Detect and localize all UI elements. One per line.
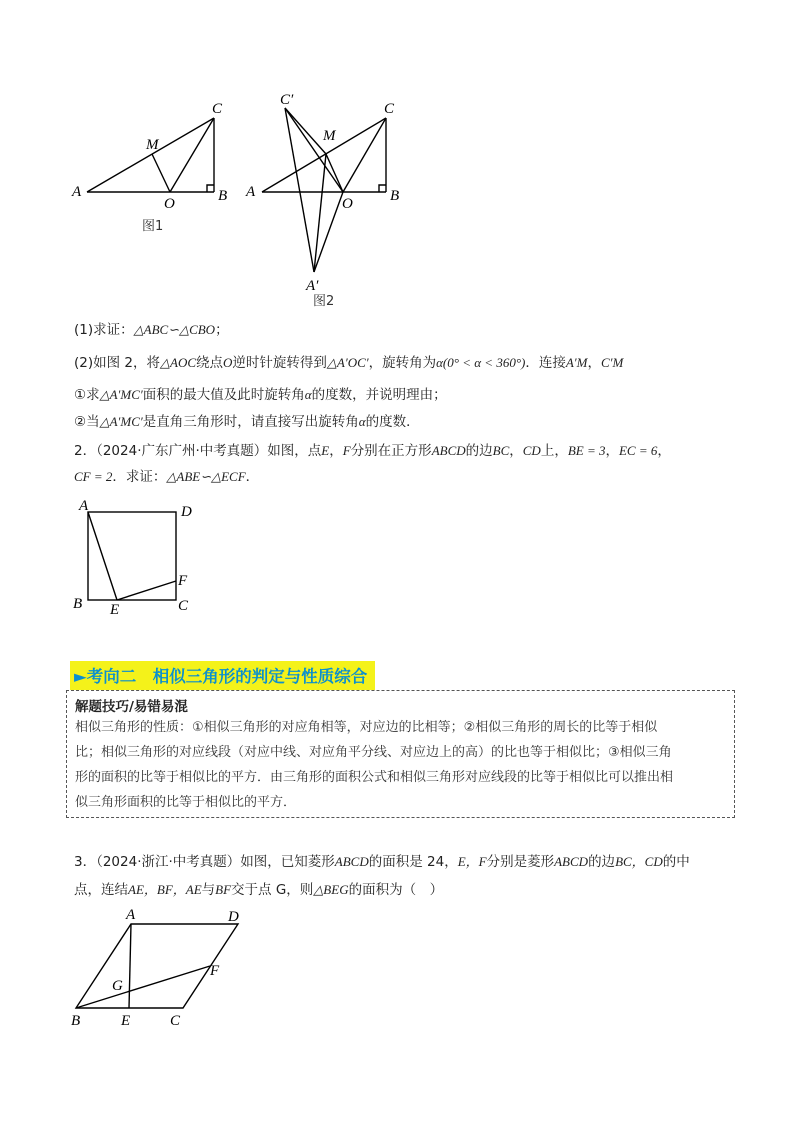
q1-part2-math4: α(0° < α < 360°) (436, 355, 526, 370)
q2-math-ABCD: ABCD (431, 443, 466, 458)
q3-line1-a: 3．（2024·浙江·中考真题）如图，已知菱形 (74, 854, 335, 870)
q3-math-ABCD: ABCD (334, 854, 369, 869)
rhombus-label-E: E (121, 1013, 131, 1029)
fig1-label-C: C (212, 101, 223, 117)
fig2-label-A: A (246, 184, 256, 200)
q2-math-sim: △ABE∽△ECF (166, 469, 246, 484)
rhombus-segment-AE (129, 924, 131, 1008)
q2-line1-b: 分别在正方形 (350, 443, 432, 459)
q1-sub1-mid: 面积的最大值及此时旋转角 (142, 387, 305, 403)
q1-part1-prefix: (1)求证： (74, 322, 134, 338)
q1-part2-prefix: (2)如图 2，将 (74, 355, 161, 371)
rhombus-label-A: A (126, 907, 136, 923)
fig2-label-M: M (323, 128, 336, 144)
q3-line2-d: 的面积为（ ） (348, 882, 444, 898)
tips-title: 解题技巧/易错易混 (75, 699, 188, 715)
q1-part2-mid1: 绕点 (196, 355, 224, 371)
rhombus-label-F: F (210, 963, 220, 979)
q1-sub2-suffix: 的度数． (365, 414, 420, 430)
q2-sep2: ， (509, 443, 523, 459)
square-label-F: F (178, 573, 188, 589)
fig2-label-B: B (390, 188, 400, 204)
q1-sub2-math2: α (358, 414, 366, 429)
q3-line1-d: 的边 (588, 854, 616, 870)
square-label-D: D (181, 504, 192, 520)
q2-math-CD: CD (522, 443, 541, 458)
tips-line: 比；相似三角形的对应线段（对应中线、对应角平分线、对应边上的高）的比也等于相似比；③相似三角 (75, 745, 672, 760)
q2-line1-d: 上， (540, 443, 568, 459)
rhombus-segment-BF (76, 966, 210, 1008)
q2-sep4: ， (657, 443, 671, 459)
q1-part2-sep: ， (587, 355, 601, 371)
q1-part2-math5: A′M (565, 355, 588, 370)
q1-part2-math2: O (223, 355, 233, 370)
q2-math-EC: EC = 6 (618, 443, 658, 458)
q3-math-EF: E，F (457, 854, 487, 869)
q1-part1-math: △ABC∽△CBO (133, 322, 216, 337)
q1-part2-mid2: 逆时针旋转得到 (232, 355, 327, 371)
q3-math-BF: BF (215, 882, 232, 897)
q2-line1-a: 2．（2024·广东广州·中考真题）如图，点 (74, 443, 322, 459)
q1-part2-math3: △A′OC′ (326, 355, 369, 370)
q1-part2-mid4: ．连接 (525, 355, 566, 371)
square-label-C: C (178, 598, 189, 614)
fig1-label-O: O (164, 196, 175, 212)
square-label-A: A (79, 498, 89, 514)
q3-math-BEG: △BEG (313, 882, 349, 897)
square-label-E: E (110, 602, 120, 618)
q3-line2-a: 点，连结 (74, 882, 128, 898)
q3-math-BCCD: BC，CD (615, 854, 663, 869)
q2-line2-a: ．求证： (112, 469, 167, 485)
q1-sub2-prefix: ②当 (74, 414, 100, 430)
q1-part1-suffix: ； (215, 322, 229, 338)
section-heading-text: ►考向二 相似三角形的判定与性质综合 (74, 667, 368, 686)
fig2-label-Ap: A′ (306, 278, 319, 294)
tips-line: 形的面积的比等于相似比的平方．由三角形的面积公式和相似三角形对应线段的比等于相似比可以推出相 (75, 770, 674, 785)
q2-line2-b: ． (245, 469, 260, 485)
q3-line1-b: 的面积是 24， (368, 854, 458, 870)
fig2-label-C: C (384, 101, 395, 117)
rhombus-label-D: D (228, 909, 239, 925)
q1-sub2-mid: 是直角三角形时，请直接写出旋转角 (142, 414, 359, 430)
q2-math-BC: BC (492, 443, 510, 458)
q3-math-AEBF: AE，BF，AE (128, 882, 202, 897)
q1-part2-math6: C′M (600, 355, 624, 370)
q2-math-BE: BE = 3 (567, 443, 606, 458)
fig1-label-M: M (146, 137, 159, 153)
q2-math-E: E (321, 443, 330, 458)
q2-sep3: ， (605, 443, 619, 459)
q3-line2-b: 与 (201, 882, 216, 898)
q1-sub2-math: △A′MC′ (99, 414, 143, 429)
q3-line1-c: 分别是菱形 (486, 854, 555, 870)
q1-part2-mid3: ，旋转角为 (368, 355, 437, 371)
rhombus-label-B: B (71, 1013, 81, 1029)
q3-line1-e: 的中 (662, 854, 690, 870)
tips-line: 相似三角形的性质：①相似三角形的对应角相等，对应边的比相等；②相似三角形的周长的比等于相似 (75, 720, 658, 735)
rhombus-label-G: G (112, 978, 123, 994)
q3-line2-c: 交于点 G，则 (231, 882, 314, 898)
q1-part2-math1: △AOC (160, 355, 197, 370)
q2-sep1: ， (329, 443, 343, 459)
square-label-B: B (73, 596, 83, 612)
q1-sub1-suffix: 的度数，并说明理由； (311, 387, 447, 403)
fig2-label-O: O (342, 196, 353, 212)
fig1-label-A: A (72, 184, 82, 200)
rhombus-label-C: C (170, 1013, 181, 1029)
q2-math-F: F (342, 443, 351, 458)
q2-line1-c: 的边 (465, 443, 493, 459)
q1-sub1-prefix: ①求 (74, 387, 100, 403)
fig1-label-B: B (218, 188, 228, 204)
fig1-caption: 图1 (142, 219, 164, 234)
q3-math-ABCD2: ABCD (554, 854, 589, 869)
q2-math-CF: CF = 2 (74, 469, 113, 484)
q1-sub1-math: △A′MC′ (99, 387, 143, 402)
q1-sub1-math2: α (304, 387, 312, 402)
fig2-label-Cp: C′ (280, 92, 294, 108)
fig2-caption: 图2 (313, 294, 335, 309)
tips-line: 似三角形面积的比等于相似比的平方． (75, 795, 297, 810)
